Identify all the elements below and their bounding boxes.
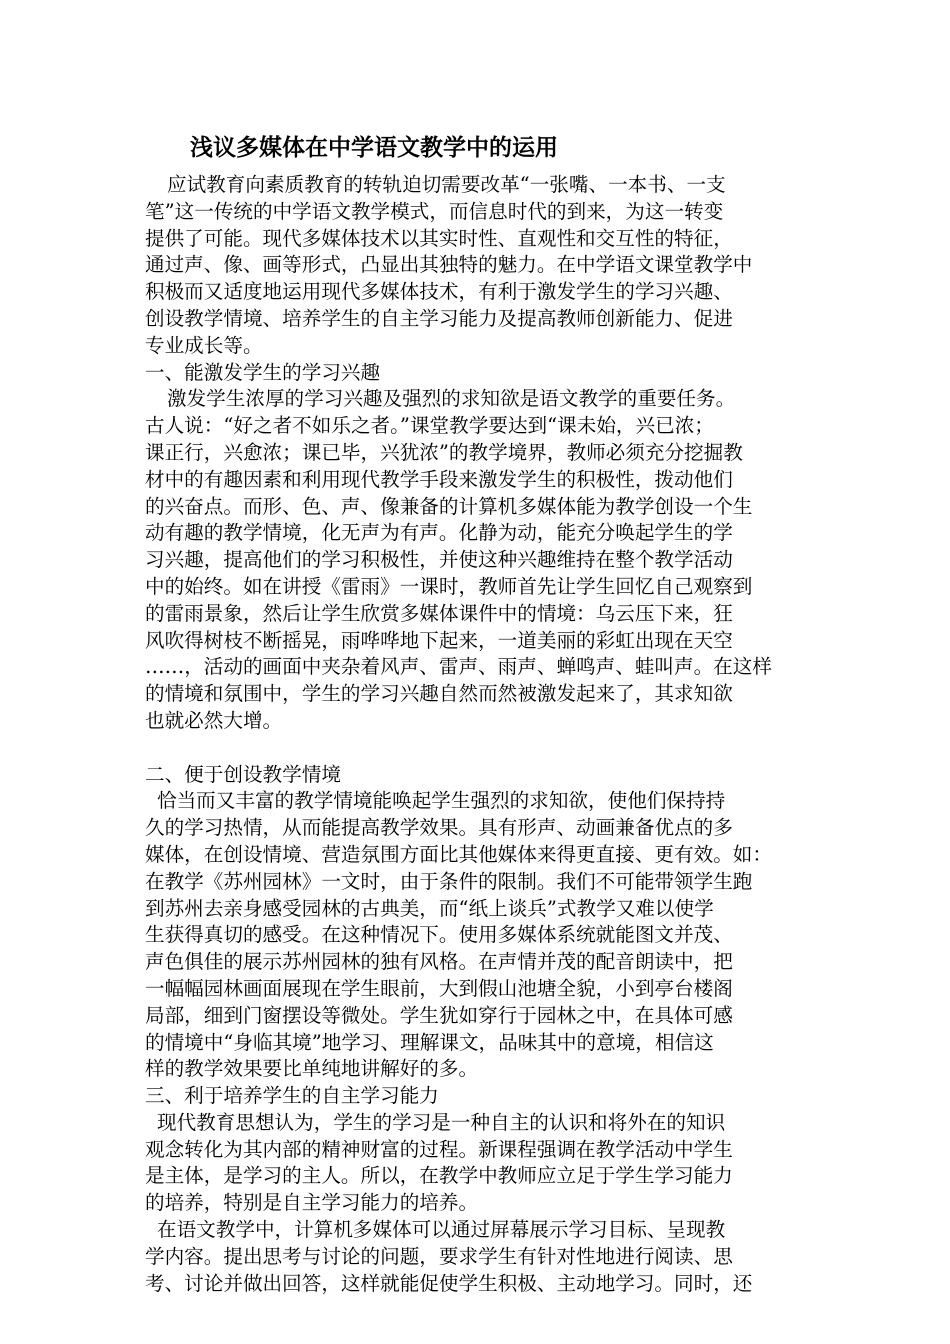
paragraph-line: 古人说：“好之者不如乐之者。”课堂教学要达到“课未始，兴已浓； [145,414,714,438]
section-heading: 三、利于培养学生的自主学习能力 [145,1084,439,1108]
paragraph-line: 的情境和氛围中，学生的学习兴趣自然而然被激发起来了，其求知欲 [145,682,733,706]
paragraph-line: 在语文教学中，计算机多媒体可以通过屏幕展示学习目标、呈现教 [157,1218,726,1242]
paragraph-line: 通过声、像、画等形式，凸显出其独特的魅力。在中学语文课堂教学中 [145,253,753,277]
paragraph-line: 的情境中“身临其境”地学习、理解课文，品味其中的意境，相信这 [145,1030,714,1054]
paragraph-line: 提供了可能。现代多媒体技术以其实时性、直观性和交互性的特征， [145,226,733,250]
document-body [145,172,807,1297]
paragraph-line: 久的学习热情，从而能提高教学效果。具有形声、动画兼备优点的多 [145,816,733,840]
paragraph-line: 课正行，兴愈浓；课已毕，兴犹浓”的教学境界，教师必须充分挖掘教 [145,440,743,464]
blank-line [145,735,807,762]
paragraph-line: 习兴趣，提高他们的学习积极性，并使这种兴趣维持在整个教学活动 [145,548,733,572]
paragraph-line: 中的始终。如在讲授《雷雨》一课时，教师首先让学生回忆自己观察到 [145,574,753,598]
paragraph-line: 局部，细到门窗摆设等微处。学生犹如穿行于园林之中，在具体可感 [145,1003,733,1027]
paragraph-line: 激发学生浓厚的学习兴趣及强烈的求知欲是语文教学的重要任务。 [167,387,736,411]
paragraph-line: 的培养，特别是自主学习能力的培养。 [145,1191,479,1215]
paragraph-line: 也就必然大增。 [145,708,283,732]
paragraph-line: 是主体，是学习的主人。所以，在教学中教师应立足于学生学习能力 [145,1164,733,1188]
paragraph-line: 样的教学效果要比单纯地讲解好的多。 [145,1057,479,1081]
paragraph-line: 现代教育思想认为，学生的学习是一种自主的认识和将外在的知识 [157,1110,726,1134]
paragraph-line: 学内容。提出思考与讨论的问题，要求学生有针对性地进行阅读、思 [145,1244,733,1268]
paragraph-line: 恰当而又丰富的教学情境能唤起学生强烈的求知欲，使他们保持持 [157,789,726,813]
paragraph-line: 考、讨论并做出回答，这样就能促使学生积极、主动地学习。同时，还 [145,1271,753,1295]
paragraph-line: 的兴奋点。而形、色、声、像兼备的计算机多媒体能为教学创设一个生 [145,494,753,518]
paragraph-line: 一幅幅园林画面展现在学生眼前，大到假山池塘全貌，小到亭台楼阁 [145,976,733,1000]
paragraph-line: ……，活动的画面中夹杂着风声、雷声、雨声、蝉鸣声、蛙叫声。在这样 [145,655,772,679]
paragraph-line: 在教学《苏州园林》一文时，由于条件的限制。我们不可能带领学生跑 [145,869,753,893]
paragraph-line: 创设教学情境、培养学生的自主学习能力及提高教师创新能力、促进 [145,306,733,330]
paragraph-line: 声色俱佳的展示苏州园林的独有风格。在声情并茂的配音朗读中，把 [145,950,733,974]
section-heading: 二、便于创设教学情境 [145,762,341,786]
paragraph-line: 笔”这一传统的中学语文教学模式，而信息时代的到来，为这一转变 [145,199,724,223]
paragraph-line: 动有趣的教学情境，化无声为有声。化静为动，能充分唤起学生的学 [145,521,733,545]
paragraph-line: 材中的有趣因素和利用现代教学手段来激发学生的积极性，拨动他们 [145,467,733,491]
paragraph-line: 风吹得树枝不断摇晃，雨哗哗地下起来，一道美丽的彩虹出现在天空 [145,628,733,652]
paragraph-line: 媒体，在创设情境、营造氛围方面比其他媒体来得更直接、更有效。如： [145,842,772,866]
paragraph-line: 应试教育向素质教育的转轨迫切需要改革“一张嘴、一本书、一支 [167,173,726,196]
paragraph-line: 观念转化为其内部的精神财富的过程。新课程强调在教学活动中学生 [145,1137,733,1161]
paragraph-line: 到苏州去亲身感受园林的古典美，而“纸上谈兵”式教学又难以使学 [145,896,714,920]
section-heading: 一、能激发学生的学习兴趣 [145,360,381,384]
paragraph-line: 的雷雨景象，然后让学生欣赏多媒体课件中的情境：乌云压下来，狂 [145,601,733,625]
document-title: 浅议多媒体在中学语文教学中的运用 [190,135,558,161]
paragraph-line: 积极而又适度地运用现代多媒体技术，有利于激发学生的学习兴趣、 [145,280,733,304]
paragraph-line: 专业成长等。 [145,333,263,357]
paragraph-line: 生获得真切的感受。在这种情况下。使用多媒体系统就能图文并茂、 [145,923,733,947]
